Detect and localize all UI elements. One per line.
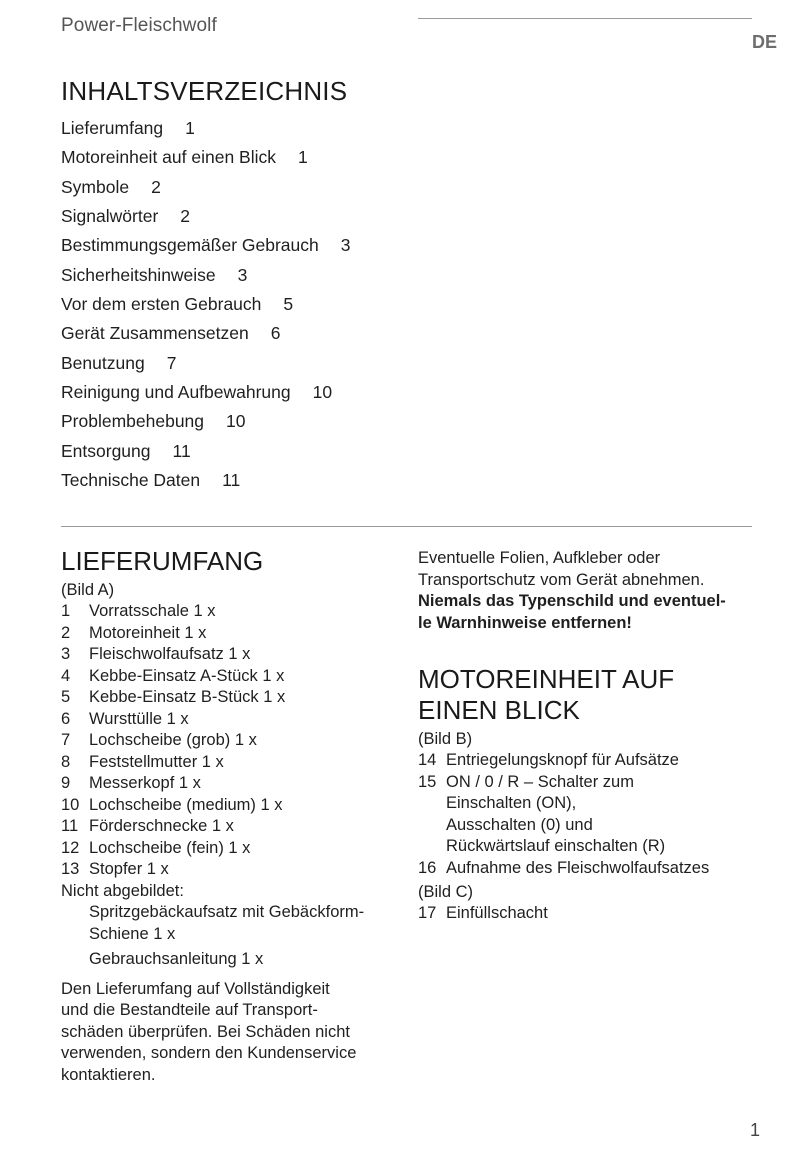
language-badge: DE (752, 32, 778, 52)
toc-item-label: Bestimmungsgemäßer Gebrauch (61, 235, 319, 256)
toc-item[interactable] (61, 145, 350, 174)
paragraph-line: Eventuelle Folien, Aufkleber oder (418, 549, 661, 567)
item-number: 3 (61, 645, 71, 663)
toc-item-label: Symbole (61, 176, 130, 197)
toc-item[interactable] (61, 409, 350, 438)
list-item (61, 730, 401, 752)
motor-parts-list (418, 750, 758, 879)
figure-reference: (Bild B) (418, 730, 473, 748)
toc-item-label: Reinigung und Aufbewahrung (61, 382, 291, 403)
list-item (61, 795, 401, 817)
not-shown-item: Gebrauchsanleitung 1 x (89, 950, 264, 968)
item-text: Fleischwolfaufsatz 1 x (89, 645, 251, 663)
item-text (446, 772, 665, 858)
heading-line: EINEN BLICK (418, 695, 580, 725)
item-number: 16 (418, 858, 437, 877)
item-text: Wursttülle 1 x (89, 709, 189, 728)
toc-item-page: 3 (340, 235, 351, 256)
item-text: Lochscheibe (medium) 1 x (89, 795, 283, 814)
lieferumfang-section (61, 546, 401, 1086)
not-shown-label: Nicht abgebildet: (61, 881, 184, 900)
toc-item-page: 6 (270, 323, 281, 344)
paragraph-line: und die Bestandteile auf Transport- (61, 1001, 318, 1019)
toc-item-page: 5 (283, 294, 294, 315)
item-text: Feststellmutter 1 x (89, 752, 224, 771)
toc-item-label: Problembehebung (61, 411, 205, 432)
item-number: 15 (418, 772, 437, 791)
list-item (61, 773, 401, 795)
heading-line: MOTOREINHEIT AUF (418, 664, 675, 694)
paragraph-line: Den Lieferumfang auf Vollständigkeit (61, 979, 330, 998)
toc-item-page: 7 (166, 352, 177, 373)
paragraph-line: kontaktieren. (61, 1065, 156, 1084)
toc-item-label: Signalwörter (61, 206, 159, 227)
toc-item-label: Benutzung (61, 352, 145, 373)
toc-item[interactable] (61, 263, 350, 292)
item-text: Kebbe-Einsatz A-Stück 1 x (89, 666, 285, 685)
item-number: 5 (61, 688, 71, 706)
item-text: Förderschnecke 1 x (89, 817, 234, 835)
motoreinheit-heading (418, 664, 758, 726)
item-text: Motoreinheit 1 x (89, 623, 207, 642)
item-number: 2 (61, 623, 71, 642)
item-number: 9 (61, 774, 71, 792)
paragraph-line: Transportschutz vom Gerät abnehmen. (418, 570, 705, 589)
item-number: 4 (61, 666, 71, 685)
toc-item[interactable] (61, 439, 350, 468)
toc-item-page: 2 (180, 206, 191, 227)
page-number: 1 (750, 1120, 761, 1140)
list-item (418, 772, 758, 858)
toc-item-label: Technische Daten (61, 470, 201, 491)
toc-item-page: 1 (297, 147, 308, 168)
figure-reference: (Bild A) (61, 581, 115, 599)
toc-item-page: 3 (237, 264, 248, 285)
item-number: 11 (61, 817, 79, 835)
toc-item-page: 10 (312, 382, 333, 403)
section-divider (61, 526, 752, 527)
toc-item[interactable] (61, 233, 350, 262)
figure-reference: (Bild C) (418, 883, 474, 901)
not-shown-item-cont: Schiene 1 x (89, 924, 176, 943)
list-item (418, 903, 758, 925)
item-number: 12 (61, 838, 80, 857)
toc-item-page: 2 (151, 176, 161, 197)
toc-item-label: Motoreinheit auf einen Blick (61, 147, 276, 168)
toc-item-label: Gerät Zusammensetzen (61, 323, 249, 344)
item-text: Vorratsschale 1 x (89, 602, 216, 620)
toc-item[interactable] (61, 175, 350, 204)
header-divider (418, 18, 752, 19)
lieferumfang-heading: LIEFERUMFANG (61, 546, 264, 576)
item-text: Einfüllschacht (446, 904, 548, 922)
list-item (61, 644, 401, 666)
right-column (418, 548, 758, 925)
item-number: 10 (61, 795, 80, 814)
toc-item[interactable] (61, 116, 350, 145)
toc-heading: INHALTSVERZEICHNIS (61, 76, 348, 106)
header-title: Power-Fleischwolf (61, 15, 217, 36)
toc-list (61, 116, 350, 497)
item-text: Lochscheibe (grob) 1 x (89, 731, 257, 749)
motor-parts-list-c (418, 903, 758, 925)
toc-item-label: Sicherheitshinweise (61, 264, 216, 285)
list-item (61, 623, 401, 645)
list-item (61, 601, 401, 623)
item-text: Entriegelungsknopf für Aufsätze (446, 751, 679, 769)
toc-item-page: 11 (172, 440, 191, 461)
item-text-line: Rückwärtslauf einschalten (R) (446, 837, 666, 855)
toc-item-page: 10 (226, 411, 246, 432)
toc-item[interactable] (61, 292, 350, 321)
warning-line: Niemals das Typenschild und eventuel- (418, 592, 726, 610)
item-text: Stopfer 1 x (89, 860, 169, 878)
toc-item-page: 11 (222, 470, 241, 491)
item-text: Aufnahme des Fleischwolfaufsatzes (446, 858, 710, 877)
list-item (61, 816, 401, 838)
check-paragraph (61, 979, 401, 1087)
item-number: 14 (418, 751, 437, 769)
list-item (61, 859, 401, 881)
parts-list (61, 601, 401, 881)
paragraph-line: schäden überprüfen. Bei Schäden nicht (61, 1022, 350, 1041)
item-text: Kebbe-Einsatz B-Stück 1 x (89, 688, 286, 706)
item-text: Lochscheibe (fein) 1 x (89, 838, 251, 857)
toc-item[interactable] (61, 351, 350, 380)
toc-item[interactable] (61, 380, 350, 409)
item-number: 17 (418, 904, 437, 922)
toc-item[interactable] (61, 468, 350, 497)
not-shown-item: Spritzgebäckaufsatz mit Gebäckform- (89, 903, 365, 921)
item-number: 6 (61, 709, 71, 728)
list-item (418, 750, 758, 772)
toc-item-label: Vor dem ersten Gebrauch (61, 294, 262, 315)
list-item (61, 687, 401, 709)
item-number: 7 (61, 731, 71, 749)
intro-paragraph (418, 548, 758, 634)
item-number: 8 (61, 752, 71, 771)
list-item (61, 752, 401, 774)
item-text-line: Einschalten (ON), (446, 794, 577, 812)
item-number: 1 (61, 602, 71, 620)
list-item (418, 858, 758, 880)
toc-item[interactable] (61, 204, 350, 233)
item-text-line: ON / 0 / R – Schalter zum (446, 772, 634, 791)
toc-item-page: 1 (185, 118, 195, 138)
toc-item-label: Entsorgung (61, 440, 151, 461)
toc-item-label: Lieferumfang (61, 118, 164, 138)
warning-line: le Warnhinweise entfernen! (418, 613, 632, 632)
toc-item[interactable] (61, 321, 350, 350)
list-item (61, 666, 401, 688)
item-text-line: Ausschalten (0) und (446, 815, 593, 834)
item-number: 13 (61, 860, 80, 878)
paragraph-line: verwenden, sondern den Kundenservice (61, 1044, 357, 1062)
list-item (61, 709, 401, 731)
list-item (61, 838, 401, 860)
item-text: Messerkopf 1 x (89, 774, 201, 792)
